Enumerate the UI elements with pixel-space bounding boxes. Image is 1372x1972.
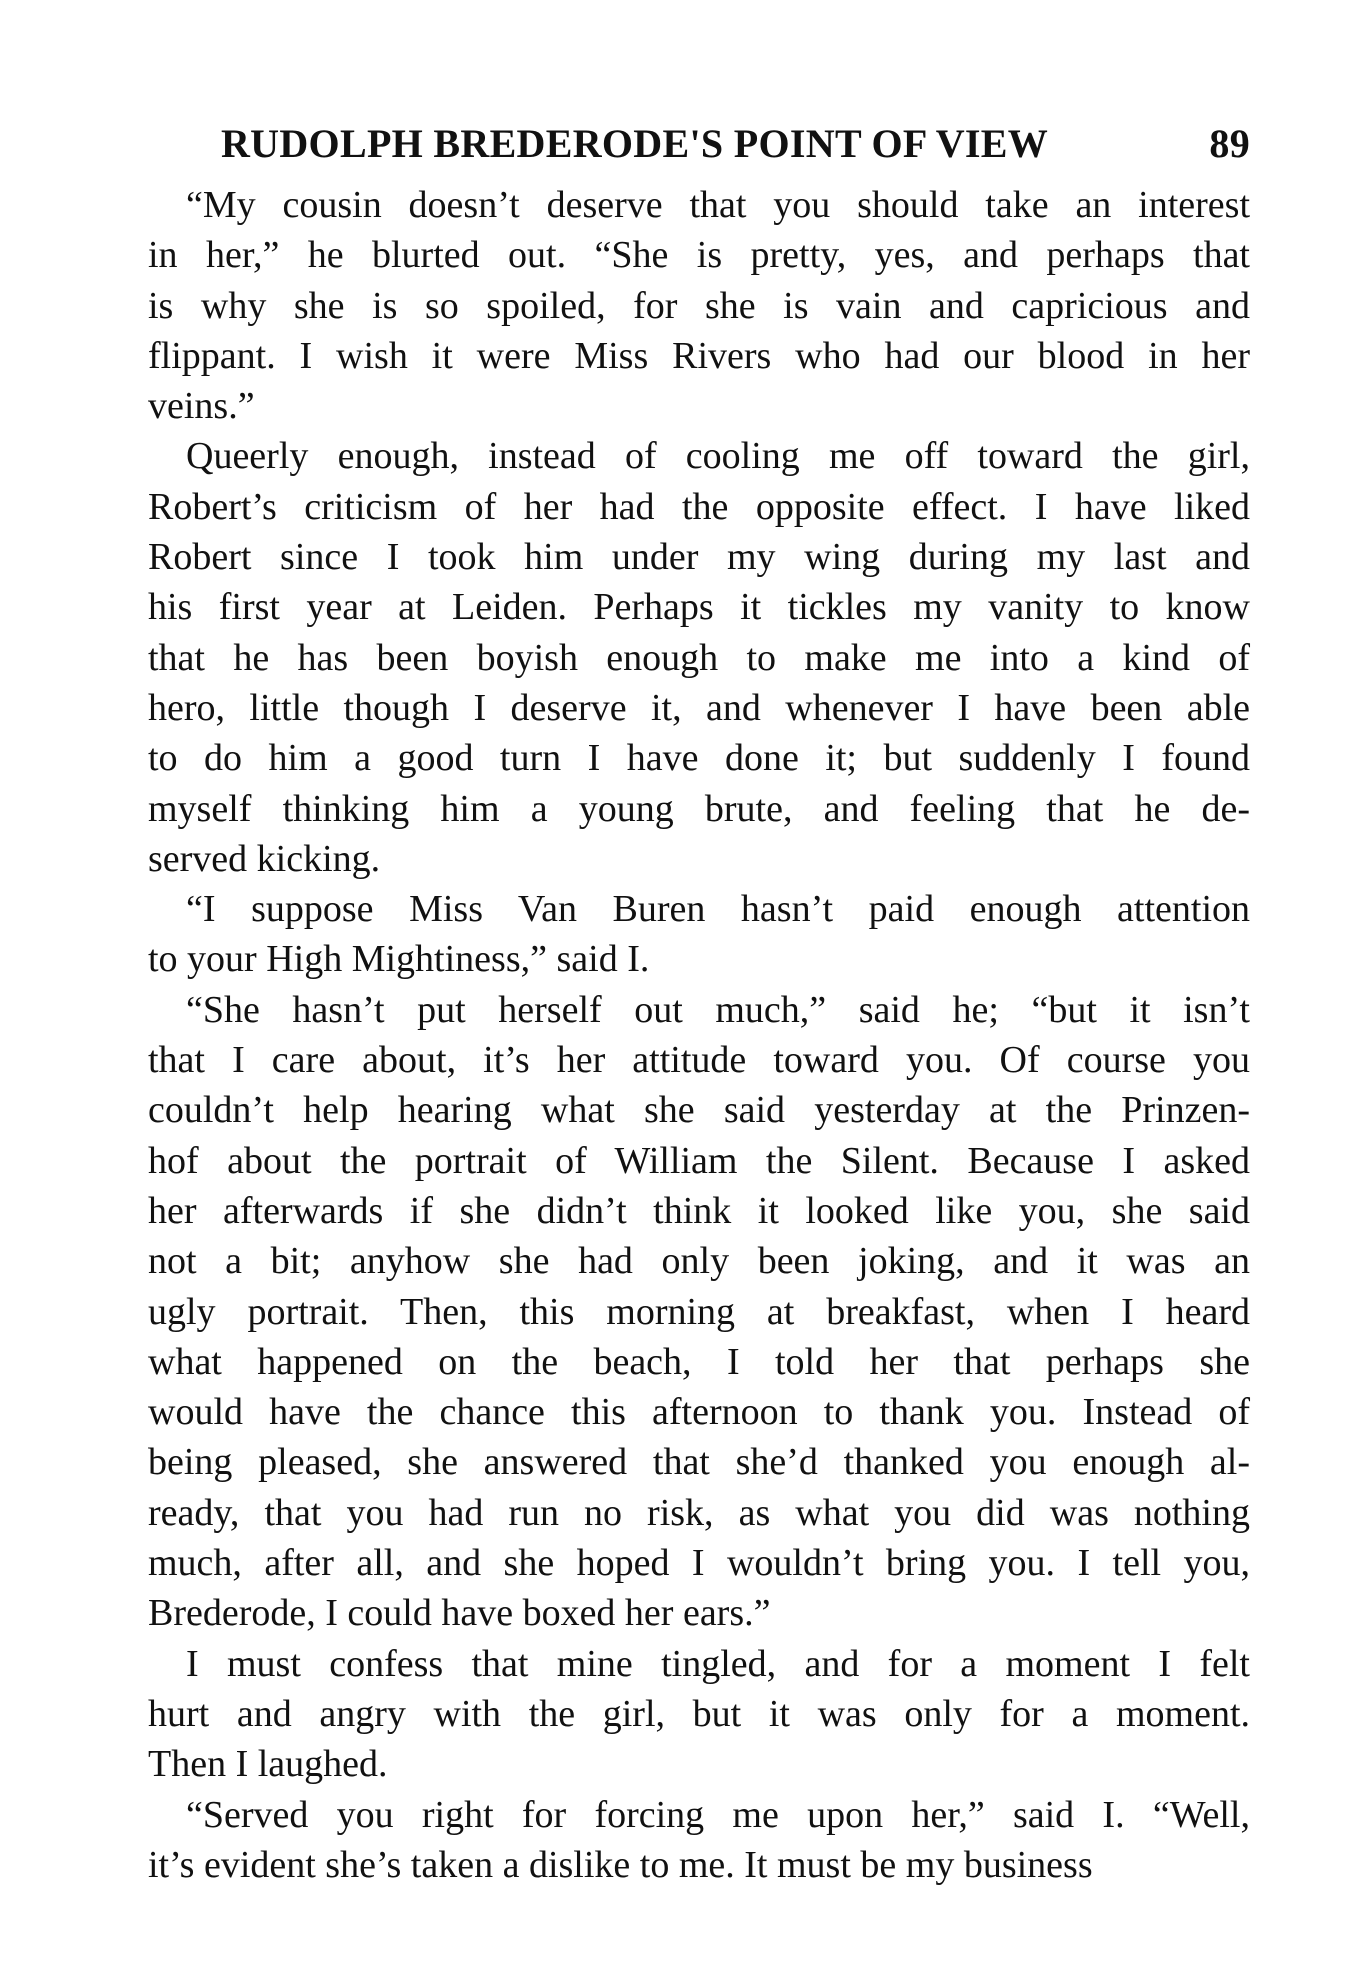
text-line: myself thinking him a young brute, and feeling that he de- (148, 787, 1250, 830)
text-line: is why she is so spoiled, for she is vain and capricious and (148, 284, 1250, 327)
body-text (148, 180, 1250, 1890)
text-line: ugly portrait. Then, this morning at breakfast, when I heard (148, 1290, 1250, 1333)
running-head-title: RUDOLPH BREDERODE'S POINT OF VIEW (221, 121, 1049, 166)
text-line: Brederode, I could have boxed her ears.” (148, 1592, 771, 1635)
text-line: would have the chance this afternoon to thank you. Instead of (148, 1391, 1250, 1434)
paragraph (148, 431, 1250, 884)
text-line: what happened on the beach, I told her that perhaps she (148, 1340, 1250, 1383)
text-line: being pleased, she answered that she’d thanked you enough al- (148, 1441, 1250, 1484)
text-line: Queerly enough, instead of cooling me off toward the girl, (186, 435, 1250, 478)
text-line: veins.” (148, 385, 255, 428)
text-line: Robert since I took him under my wing during my last and (148, 536, 1250, 579)
text-line: “Served you right for forcing me upon her,” said I. “Well, (186, 1793, 1250, 1836)
text-line: in her,” he blurted out. “She is pretty, yes, and perhaps that (148, 234, 1250, 277)
text-line: hurt and angry with the girl, but it was only for a moment. (148, 1692, 1250, 1735)
text-line: “She hasn’t put herself out much,” said he; “but it isn’t (186, 988, 1250, 1031)
paragraph (148, 1639, 1250, 1790)
text-line: “I suppose Miss Van Buren hasn’t paid enough attention (186, 888, 1250, 931)
text-line: not a bit; anyhow she had only been joking, and it was an (148, 1240, 1250, 1283)
text-line: flippant. I wish it were Miss Rivers who had our blood in her (148, 334, 1250, 377)
paragraph (148, 985, 1250, 1639)
text-line: hof about the portrait of William the Silent. Because I asked (148, 1139, 1250, 1182)
paragraph (148, 1790, 1250, 1891)
text-line: I must confess that mine tingled, and for a moment I felt (186, 1642, 1250, 1685)
text-line: to your High Mightiness,” said I. (148, 938, 650, 981)
text-line: to do him a good turn I have done it; but suddenly I found (148, 737, 1250, 780)
text-line: it’s evident she’s taken a dislike to me. It must be my business (148, 1843, 1093, 1886)
text-line: couldn’t help hearing what she said yesterday at the Prinzen- (148, 1089, 1250, 1132)
text-line: “My cousin doesn’t deserve that you should take an interest (186, 184, 1250, 226)
page-number: 89 (1209, 121, 1250, 166)
text-line: Then I laughed. (148, 1743, 388, 1786)
paragraph (148, 884, 1250, 985)
text-line: his first year at Leiden. Perhaps it tickles my vanity to know (148, 586, 1250, 629)
text-line: that I care about, it’s her attitude toward you. Of course you (148, 1039, 1250, 1082)
text-line: Robert’s criticism of her had the opposite effect. I have liked (148, 485, 1250, 528)
text-line: her afterwards if she didn’t think it looked like you, she said (148, 1189, 1250, 1232)
text-line: ready, that you had run no risk, as what you did was nothing (148, 1491, 1250, 1534)
paragraph (148, 180, 1250, 431)
running-head (183, 112, 1250, 172)
text-line: much, after all, and she hoped I wouldn’t bring you. I tell you, (148, 1542, 1250, 1585)
text-line: that he has been boyish enough to make me into a kind of (148, 636, 1250, 679)
text-line: served kicking. (148, 837, 381, 880)
text-line: hero, little though I deserve it, and whenever I have been able (148, 686, 1250, 729)
